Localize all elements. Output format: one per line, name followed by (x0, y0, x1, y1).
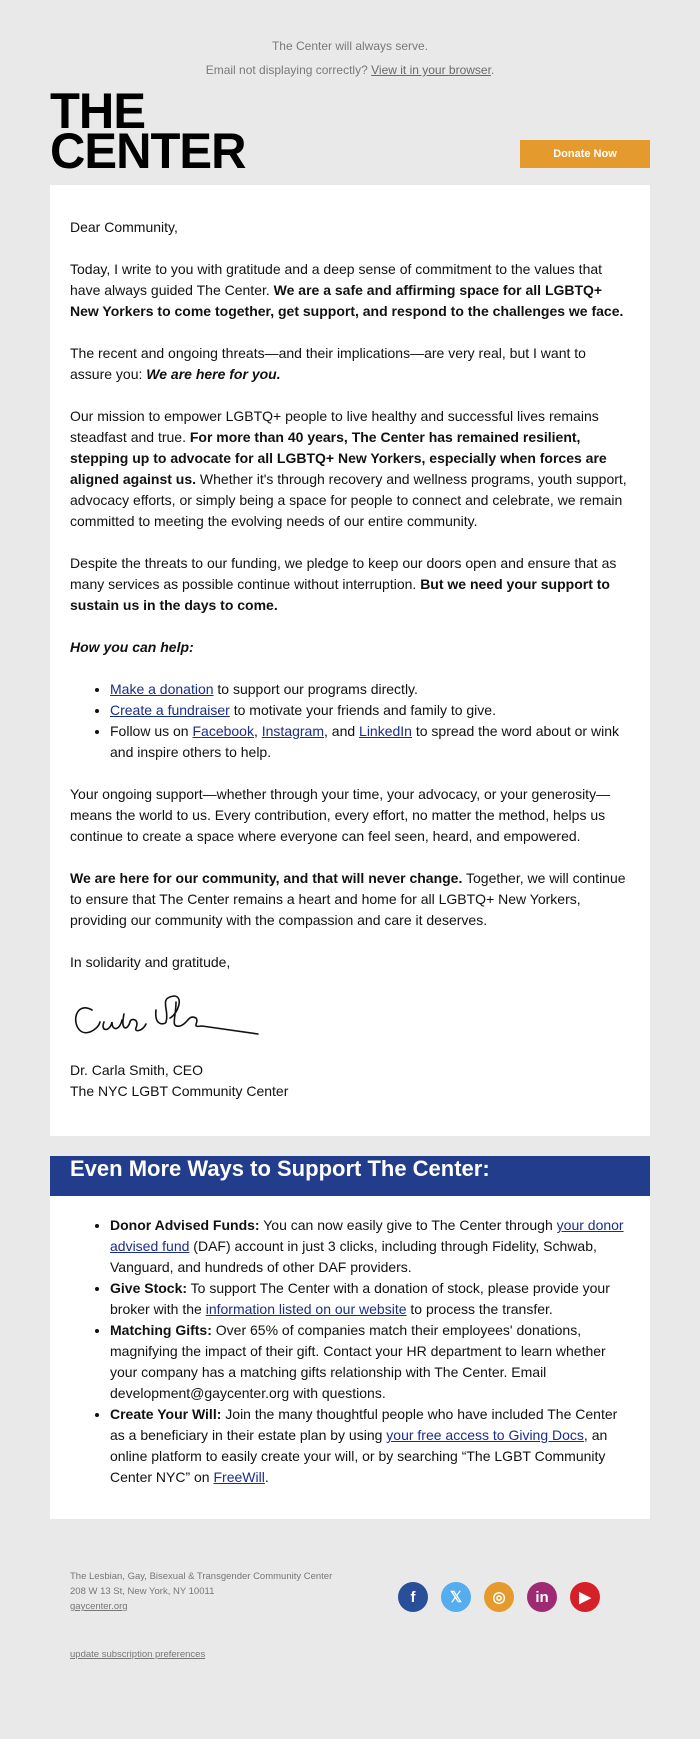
linkedin-link[interactable]: LinkedIn (359, 723, 412, 739)
donate-now-button[interactable]: Donate Now (520, 140, 650, 168)
facebook-icon[interactable]: f (398, 1582, 428, 1612)
browser-notice (0, 63, 700, 77)
paragraph-6: We are here for our community, and that will never change. Together, we will continue to ensure that The Center remains a heart and home for all LGBTQ+ New Yorkers, providing our community with the compassion and care it deserves. (70, 870, 626, 928)
list-item: • Create Your Will: Join the many thoughtful people who have included The Center as a beneficiary in their estate plan by using your free access to Giving Docs, an online platform to easily create your will, or by searching “The LGBT Community Center NYC” on FreeWill. (110, 1404, 630, 1488)
youtube-icon[interactable]: ▶ (570, 1582, 600, 1612)
update-preferences-link[interactable]: update subscription preferences (70, 1649, 206, 1660)
paragraph-4: Despite the threats to our funding, we pledge to keep our doors open and ensure that as many services as possible continue without interruption. But we need your support to sustain us in the days to come. (70, 555, 617, 613)
logo-line-2: CENTER (50, 123, 246, 180)
header (50, 83, 650, 185)
logo[interactable] (50, 83, 246, 180)
footer-org: The Lesbian, Gay, Bisexual & Transgender Community Center (70, 1571, 333, 1582)
make-donation-link[interactable]: Make a donation (110, 681, 214, 697)
signature-image (70, 988, 270, 1048)
support-ways-list (70, 1215, 630, 1488)
letter-card (50, 185, 650, 1136)
stock-info-link[interactable]: information listed on our website (205, 1301, 407, 1317)
signature (70, 988, 630, 1048)
list-item: • Matching Gifts: Over 65% of companies match their employees' donations, magnifying the impact of their gift. Contact your HR department to learn whether your company has a matching gifts relationship with The Center. Email development@gaycenter.org with questions. (110, 1320, 630, 1404)
greeting: Dear Community, (70, 219, 178, 235)
preheader (0, 0, 700, 77)
signer-name: Dr. Carla Smith, CEO (70, 1062, 204, 1078)
preheader-tagline: The Center will always serve. (271, 39, 429, 53)
logo-line-1: THE (50, 83, 145, 140)
letter-body (50, 185, 650, 1136)
support-ways-card (50, 1196, 650, 1519)
signer-org: The NYC LGBT Community Center (70, 1083, 289, 1099)
help-heading: How you can help: (70, 639, 194, 655)
paragraph-2: The recent and ongoing threats—and their implications—are very real, but I want to assure you: We are here for you. (70, 345, 586, 382)
list-item: • Follow us on Facebook, Instagram, and LinkedIn to spread the word about or wink and inspire others to help. (110, 721, 630, 763)
footer (50, 1519, 650, 1739)
browser-notice-period: . (490, 63, 495, 77)
list-item: • Create a fundraiser to motivate your friends and family to give. (110, 700, 630, 721)
footer-street: 208 W 13 St, New York, NY 10011 (70, 1586, 215, 1597)
list-item: • Make a donation to support our programs directly. (110, 679, 630, 700)
instagram-icon[interactable]: ◎ (484, 1582, 514, 1612)
view-in-browser-link[interactable]: View it in your browser (371, 63, 491, 77)
freewill-link[interactable]: FreeWill (213, 1469, 265, 1485)
signature-block (70, 1060, 630, 1102)
donor-advised-fund-link[interactable]: your donor advised fund (110, 1217, 624, 1254)
footer-address (70, 1569, 332, 1614)
instagram-link[interactable]: Instagram (261, 723, 324, 739)
giving-docs-link[interactable]: your free access to Giving Docs (386, 1427, 584, 1443)
x-twitter-icon[interactable]: 𝕏 (441, 1582, 471, 1612)
browser-notice-text: Email not displaying correctly? (205, 63, 368, 77)
paragraph-1: Today, I write to you with gratitude and a deep sense of commitment to the values that have always guided The Center. We are a safe and affirming space for all LGBTQ+ New Yorkers to come together, get support, and respond to the challenges we face. (70, 261, 624, 319)
facebook-link[interactable]: Facebook (192, 723, 254, 739)
support-ways-heading: Even More Ways to Support The Center: (70, 1156, 490, 1181)
paragraph-3: Our mission to empower LGBTQ+ people to live healthy and successful lives remains steadfast and true. For more than 40 years, The Center has remained resilient, stepping up to advocate for all LGBTQ+ New Yorkers, especially when forces are aligned against us. Whether it's through recovery and wellness programs, youth support, advocacy efforts, or simply being a space for people to connect and celebrate, we remain committed to meeting the evolving needs of our entire community. (70, 408, 627, 529)
list-item: • Give Stock: To support The Center with a donation of stock, please provide your broker with the information listed on our website to process the transfer. (110, 1278, 630, 1320)
list-item: • Donor Advised Funds: You can now easily give to The Center through your donor advised fund (DAF) account in just 3 clicks, including through Fidelity, Schwab, Vanguard, and hundreds of other DAF providers. (110, 1215, 630, 1278)
help-list (70, 679, 630, 763)
create-fundraiser-link[interactable]: Create a fundraiser (110, 702, 230, 718)
footer-site-link[interactable]: gaycenter.org (70, 1601, 128, 1612)
support-ways-banner (50, 1156, 650, 1196)
closing: In solidarity and gratitude, (70, 954, 231, 970)
linkedin-icon[interactable]: in (527, 1582, 557, 1612)
social-icons (398, 1582, 600, 1612)
paragraph-5: Your ongoing support—whether through your time, your advocacy, or your generosity—means the world to us. Every contribution, every effort, no matter the method, helps us continue to create a space where everyone can feel seen, heard, and empowered. (70, 786, 611, 844)
